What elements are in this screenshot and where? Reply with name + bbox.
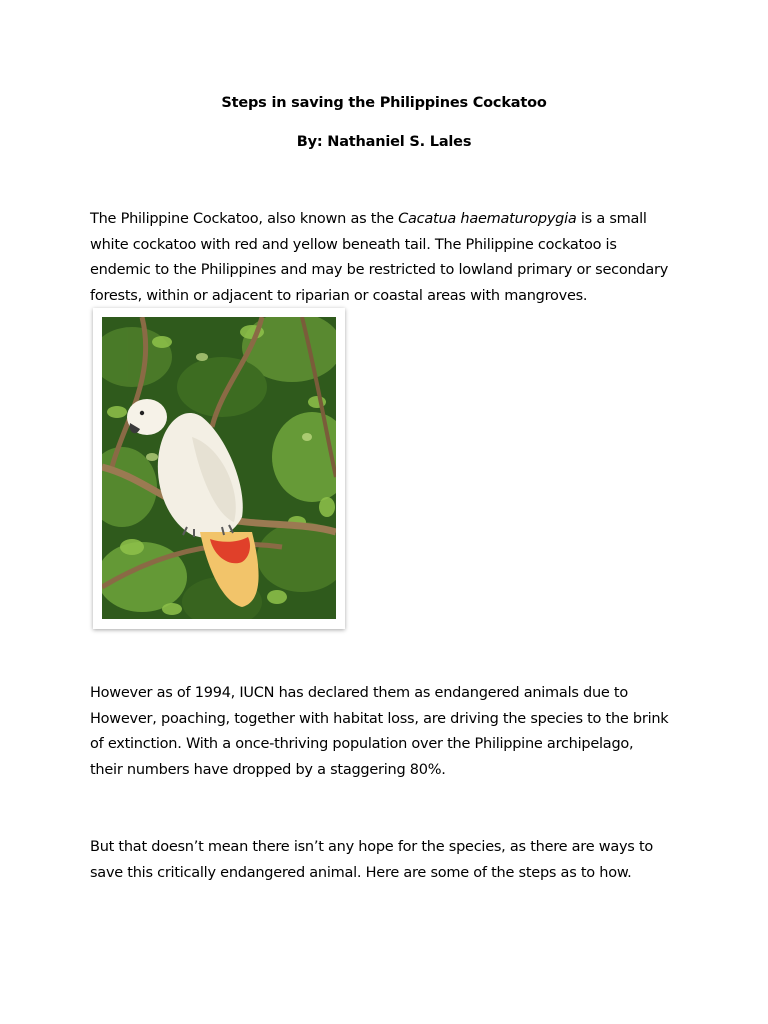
paragraph-intro bbox=[90, 207, 690, 309]
text-run: is a small bbox=[576, 211, 647, 227]
cockatoo-photo-frame bbox=[93, 308, 345, 629]
scientific-name: Cacatua haematuropygia bbox=[398, 211, 577, 227]
paragraph-line: However as of 1994, IUCN has declared them as endangered animals due to bbox=[90, 685, 628, 701]
document-title: Steps in saving the Philippines Cockatoo bbox=[221, 95, 547, 111]
paragraph-line: save this critically endangered animal. Here are some of the steps as to how. bbox=[90, 864, 632, 881]
text-run: The Philippine Cockatoo, also known as the bbox=[90, 211, 399, 227]
paragraph-line: forests, within or adjacent to riparian or coastal areas with mangroves. bbox=[90, 287, 588, 304]
paragraph-line bbox=[90, 207, 690, 233]
paragraph-endangered bbox=[90, 681, 690, 783]
paragraph-line: However, poaching, together with habitat loss, are driving the species to the brink bbox=[90, 710, 669, 727]
cockatoo-illustration bbox=[102, 317, 336, 619]
cockatoo-photo bbox=[102, 317, 336, 619]
paragraph-hope bbox=[90, 835, 690, 886]
paragraph-line: of extinction. With a once-thriving population over the Philippine archipelago, bbox=[90, 736, 634, 752]
paragraph-line: But that doesn’t mean there isn’t any hope for the species, as there are ways to bbox=[90, 839, 654, 855]
document-author: By: Nathaniel S. Lales bbox=[296, 134, 472, 150]
paragraph-line: endemic to the Philippines and may be restricted to lowland primary or secondary bbox=[90, 262, 669, 278]
paragraph-line: their numbers have dropped by a staggering 80%. bbox=[90, 761, 446, 778]
paragraph-line: white cockatoo with red and yellow beneath tail. The Philippine cockatoo is bbox=[90, 236, 617, 253]
